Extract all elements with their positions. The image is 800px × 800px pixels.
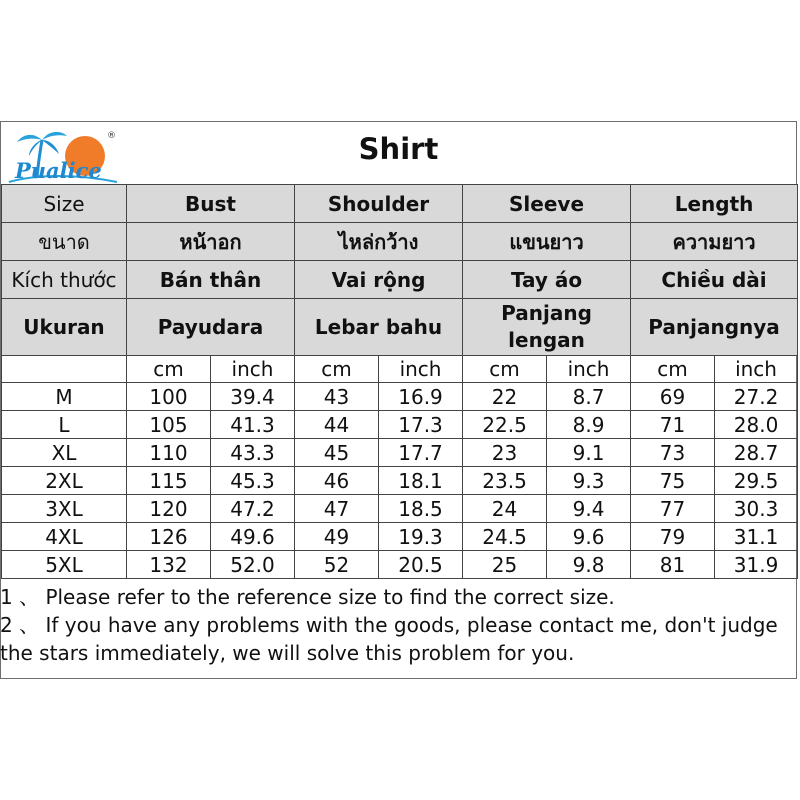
value-cell: 49 xyxy=(295,523,379,551)
value-cell: 22 xyxy=(463,383,547,411)
value-cell: 126 xyxy=(127,523,211,551)
header-bust: Bán thân xyxy=(127,261,295,299)
value-cell: 9.3 xyxy=(547,467,631,495)
value-cell: 19.3 xyxy=(379,523,463,551)
value-cell: 18.1 xyxy=(379,467,463,495)
value-cell: 22.5 xyxy=(463,411,547,439)
value-cell: 47 xyxy=(295,495,379,523)
unit-row xyxy=(2,356,798,383)
value-cell: 77 xyxy=(631,495,715,523)
table-row xyxy=(2,523,798,551)
value-cell: 24.5 xyxy=(463,523,547,551)
header-sleeve: แขนยาว xyxy=(463,223,631,261)
table-row xyxy=(2,383,798,411)
header-length: ความยาว xyxy=(631,223,798,261)
value-cell: 31.1 xyxy=(715,523,798,551)
value-cell: 24 xyxy=(463,495,547,523)
unit-cell: cm xyxy=(463,356,547,383)
value-cell: 75 xyxy=(631,467,715,495)
value-cell: 41.3 xyxy=(211,411,295,439)
value-cell: 45.3 xyxy=(211,467,295,495)
table-row xyxy=(2,467,798,495)
value-cell: 28.7 xyxy=(715,439,798,467)
header-bust: Bust xyxy=(127,185,295,223)
value-cell: 28.0 xyxy=(715,411,798,439)
value-cell: 71 xyxy=(631,411,715,439)
header-label: Size xyxy=(2,185,127,223)
header-row-indonesian xyxy=(2,299,798,356)
size-cell: M xyxy=(2,383,127,411)
header-sleeve: Sleeve xyxy=(463,185,631,223)
value-cell: 20.5 xyxy=(379,551,463,579)
value-cell: 9.6 xyxy=(547,523,631,551)
unit-cell: inch xyxy=(379,356,463,383)
value-cell: 23 xyxy=(463,439,547,467)
value-cell: 47.2 xyxy=(211,495,295,523)
header-length: Length xyxy=(631,185,798,223)
size-cell: 2XL xyxy=(2,467,127,495)
notes xyxy=(0,583,797,667)
value-cell: 45 xyxy=(295,439,379,467)
value-cell: 79 xyxy=(631,523,715,551)
header-bust: หน้าอก xyxy=(127,223,295,261)
note-line: 1 、 Please refer to the reference size to find the correct size. xyxy=(0,585,615,609)
chart-title: Shirt xyxy=(358,132,439,166)
value-cell: 8.7 xyxy=(547,383,631,411)
value-cell: 16.9 xyxy=(379,383,463,411)
value-cell: 9.4 xyxy=(547,495,631,523)
value-cell: 31.9 xyxy=(715,551,798,579)
value-cell: 105 xyxy=(127,411,211,439)
header-shoulder: ไหล่กว้าง xyxy=(295,223,463,261)
value-cell: 17.3 xyxy=(379,411,463,439)
value-cell: 43.3 xyxy=(211,439,295,467)
header-length: Chiều dài xyxy=(631,261,798,299)
value-cell: 8.9 xyxy=(547,411,631,439)
size-cell: 5XL xyxy=(2,551,127,579)
unit-cell: cm xyxy=(295,356,379,383)
title-row xyxy=(1,122,796,184)
size-table xyxy=(1,184,798,579)
value-cell: 120 xyxy=(127,495,211,523)
table-row xyxy=(2,411,798,439)
unit-cell: cm xyxy=(127,356,211,383)
header-label: Kích thước xyxy=(2,261,127,299)
size-cell: 4XL xyxy=(2,523,127,551)
value-cell: 9.1 xyxy=(547,439,631,467)
note-line: 2 、 If you have any problems with the goods, please contact me, don't judge xyxy=(0,613,778,637)
header-row-english xyxy=(2,185,798,223)
header-shoulder: Shoulder xyxy=(295,185,463,223)
value-cell: 39.4 xyxy=(211,383,295,411)
value-cell: 25 xyxy=(463,551,547,579)
value-cell: 110 xyxy=(127,439,211,467)
value-cell: 27.2 xyxy=(715,383,798,411)
header-shoulder: Vai rộng xyxy=(295,261,463,299)
unit-cell: inch xyxy=(547,356,631,383)
value-cell: 81 xyxy=(631,551,715,579)
value-cell: 73 xyxy=(631,439,715,467)
value-cell: 23.5 xyxy=(463,467,547,495)
header-label: Ukuran xyxy=(2,299,127,356)
value-cell: 52 xyxy=(295,551,379,579)
header-shoulder: Lebar bahu xyxy=(295,299,463,356)
value-cell: 46 xyxy=(295,467,379,495)
value-cell: 43 xyxy=(295,383,379,411)
header-sleeve: Panjang lengan xyxy=(463,299,631,356)
size-cell: XL xyxy=(2,439,127,467)
header-label: ขนาด xyxy=(2,223,127,261)
size-cell: 3XL xyxy=(2,495,127,523)
header-row-vietnamese xyxy=(2,261,798,299)
value-cell: 17.7 xyxy=(379,439,463,467)
header-sleeve: Tay áo xyxy=(463,261,631,299)
value-cell: 30.3 xyxy=(715,495,798,523)
table-row xyxy=(2,551,798,579)
unit-cell: inch xyxy=(715,356,798,383)
value-cell: 49.6 xyxy=(211,523,295,551)
unit-blank xyxy=(2,356,127,383)
value-cell: 100 xyxy=(127,383,211,411)
value-cell: 18.5 xyxy=(379,495,463,523)
header-bust: Payudara xyxy=(127,299,295,356)
value-cell: 9.8 xyxy=(547,551,631,579)
unit-cell: inch xyxy=(211,356,295,383)
header-length: Panjangnya xyxy=(631,299,798,356)
size-cell: L xyxy=(2,411,127,439)
brand-name: Pualice xyxy=(15,158,102,183)
value-cell: 115 xyxy=(127,467,211,495)
registered-mark: ® xyxy=(107,131,116,141)
table-row xyxy=(2,495,798,523)
value-cell: 29.5 xyxy=(715,467,798,495)
table-row xyxy=(2,439,798,467)
header-row-thai xyxy=(2,223,798,261)
value-cell: 132 xyxy=(127,551,211,579)
note-line: the stars immediately, we will solve this problem for you. xyxy=(0,641,575,665)
value-cell: 52.0 xyxy=(211,551,295,579)
value-cell: 44 xyxy=(295,411,379,439)
value-cell: 69 xyxy=(631,383,715,411)
unit-cell: cm xyxy=(631,356,715,383)
